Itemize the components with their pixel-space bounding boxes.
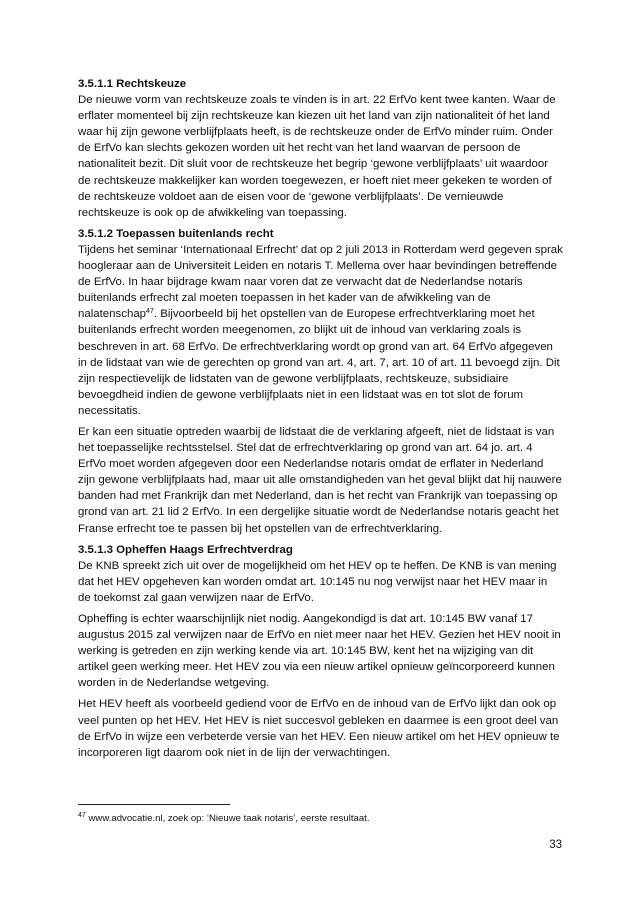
paragraph: Opheffing is echter waarschijnlijk niet nodig. Aangekondigd is dat art. 10:145 BW vanaf 17 augustus 2015 zal verwijzen naar de ErfVo en niet meer naar het HEV. Gezien het HEV nooit in werking is getreden en zijn werking kende via art. 10:145 BW, kent het na wijziging van dit artikel geen werking meer. Het HEV zou via een nieuw artikel opnieuw geïncorporeerd kunnen worden in de Nederlandse wetgeving.: [78, 613, 561, 690]
paragraph: [78, 242, 563, 419]
paragraph: De KNB spreekt zich uit over de mogelijkheid om het HEV op te heffen. De KNB is van mening dat het HEV opgeheven kan worden omdat art. 10:145 nu nog verwijst naar het HEV maar in de toekomst zal gaan verwijzen naar de ErfVo.: [78, 559, 557, 604]
paragraph: De nieuwe vorm van rechtskeuze zoals te vinden is in art. 22 ErfVo kent twee kanten. Waar de erflater momenteel bij zijn rechtskeuze kan kiezen uit het land van zijn nationaliteit óf het land waar hij zijn gewone verblijfplaats heeft, is de rechtskeuze onder de ErfVo minder ruim. Onder de ErfVo kan slechts gekozen worden uit het recht van het land waarvan de persoon de nationaliteit bezit. Dit sluit voor de rechtskeuze het begrip ‘gewone verblijfplaats’ uit waardoor de rechtskeuze makkelijker kan worden toegewezen, er hoeft niet meer gekeken te worden of de rechtskeuze voldoet aan de eisen voor de ‘gewone verblijfplaats’. De vernieuwde rechtskeuze is ook op de afwikkeling van toepassing.: [78, 94, 556, 219]
section-rechtskeuze: [78, 76, 563, 221]
paragraph: Er kan een situatie optreden waarbij de lidstaat die de verklaring afgeeft, niet de lidstaat is van het toepasselijke rechtsstelsel. Stel dat de erfrechtverklaring op grond van art. 64 jo. art. 4 ErfVo moet worden afgegeven door een Nederlandse notaris omdat de erflater in Nederland zijn gewone verblijfplaats had, maar uit alle omstandigheden van het geval blijkt dat hij nauwere banden had met Frankrijk dan met Nederland, dan is het recht van Frankrijk van toepassing op grond van art. 21 lid 2 ErfVo. In een dergelijke situatie wordt de Nederlandse notaris geacht het Franse erfrecht toe te passen bij het opstellen van de erfrechtverklaring.: [78, 425, 562, 535]
paragraph-text: . Bijvoorbeeld bij het opstellen van de Europese erfrechtverklaring moet het buitenlands erfrecht worden meegenomen, zo blijkt uit de inhoud van verklaring zoals is beschreven in art. 68 ErfVo. De erfrechtverklaring wordt op grond van art. 64 ErfVo afgegeven in de lidstaat van wie de gerechten op grond van art. 4, art. 7, art. 10 of art. 11 bevoegd zijn. Dit zijn respectievelijk de lidstaten van de gewone verblijfplaats, rechtskeuze, subsidiaire bevoegdheid indien de gewone verblijfplaats niet in een lidstaat was en tot slot de forum necessitatis.: [78, 308, 560, 417]
paragraph: Het HEV heeft als voorbeeld gediend voor de ErfVo en de inhoud van de ErfVo lijkt dan ook op veel punten op het HEV. Het HEV is niet succesvol gebleken en daarmee is een groot deel van de ErfVo in wijze een verbeterde versie van het HEV. Een nieuw artikel om het HEV opnieuw te incorporeren ligt daarom ook niet in de lijn der verwachtingen.: [78, 698, 560, 759]
section-heading: 3.5.1.2 Toepassen buitenlands recht: [78, 227, 274, 240]
footnote-divider: [78, 804, 230, 805]
section-heading: 3.5.1.1 Rechtskeuze: [78, 78, 187, 90]
section-heading: 3.5.1.3 Opheffen Haags Erfrechtverdrag: [78, 543, 293, 556]
page-number: 33: [549, 839, 562, 851]
footnote-number: 47: [78, 812, 86, 819]
page-body: [78, 76, 563, 766]
section-toepassen-buitenlands-recht: [78, 226, 563, 537]
footnote-text: www.advocatie.nl, zoek op: ‘Nieuwe taak notaris’, eerste resultaat.: [85, 813, 370, 824]
footnote-reference[interactable]: 47: [146, 308, 154, 316]
footnote: [78, 812, 563, 825]
paragraph-text: Tijdens het seminar ‘Internationaal Erfrecht’ dat op 2 juli 2013 in Rotterdam werd gegeven sprak hoogleraar aan de Universiteit Leiden en notaris T. Mellema over haar bevindingen betreffende de ErfVo. In haar bijdrage kwam naar voren dat ze verwacht dat de Nederlandse notaris buitenlands erfrecht zal moeten toepassen in het kader van de afwikkeling van de nalatenschap: [78, 243, 563, 321]
section-opheffen-haags-erfrechtverdrag: [78, 542, 563, 761]
